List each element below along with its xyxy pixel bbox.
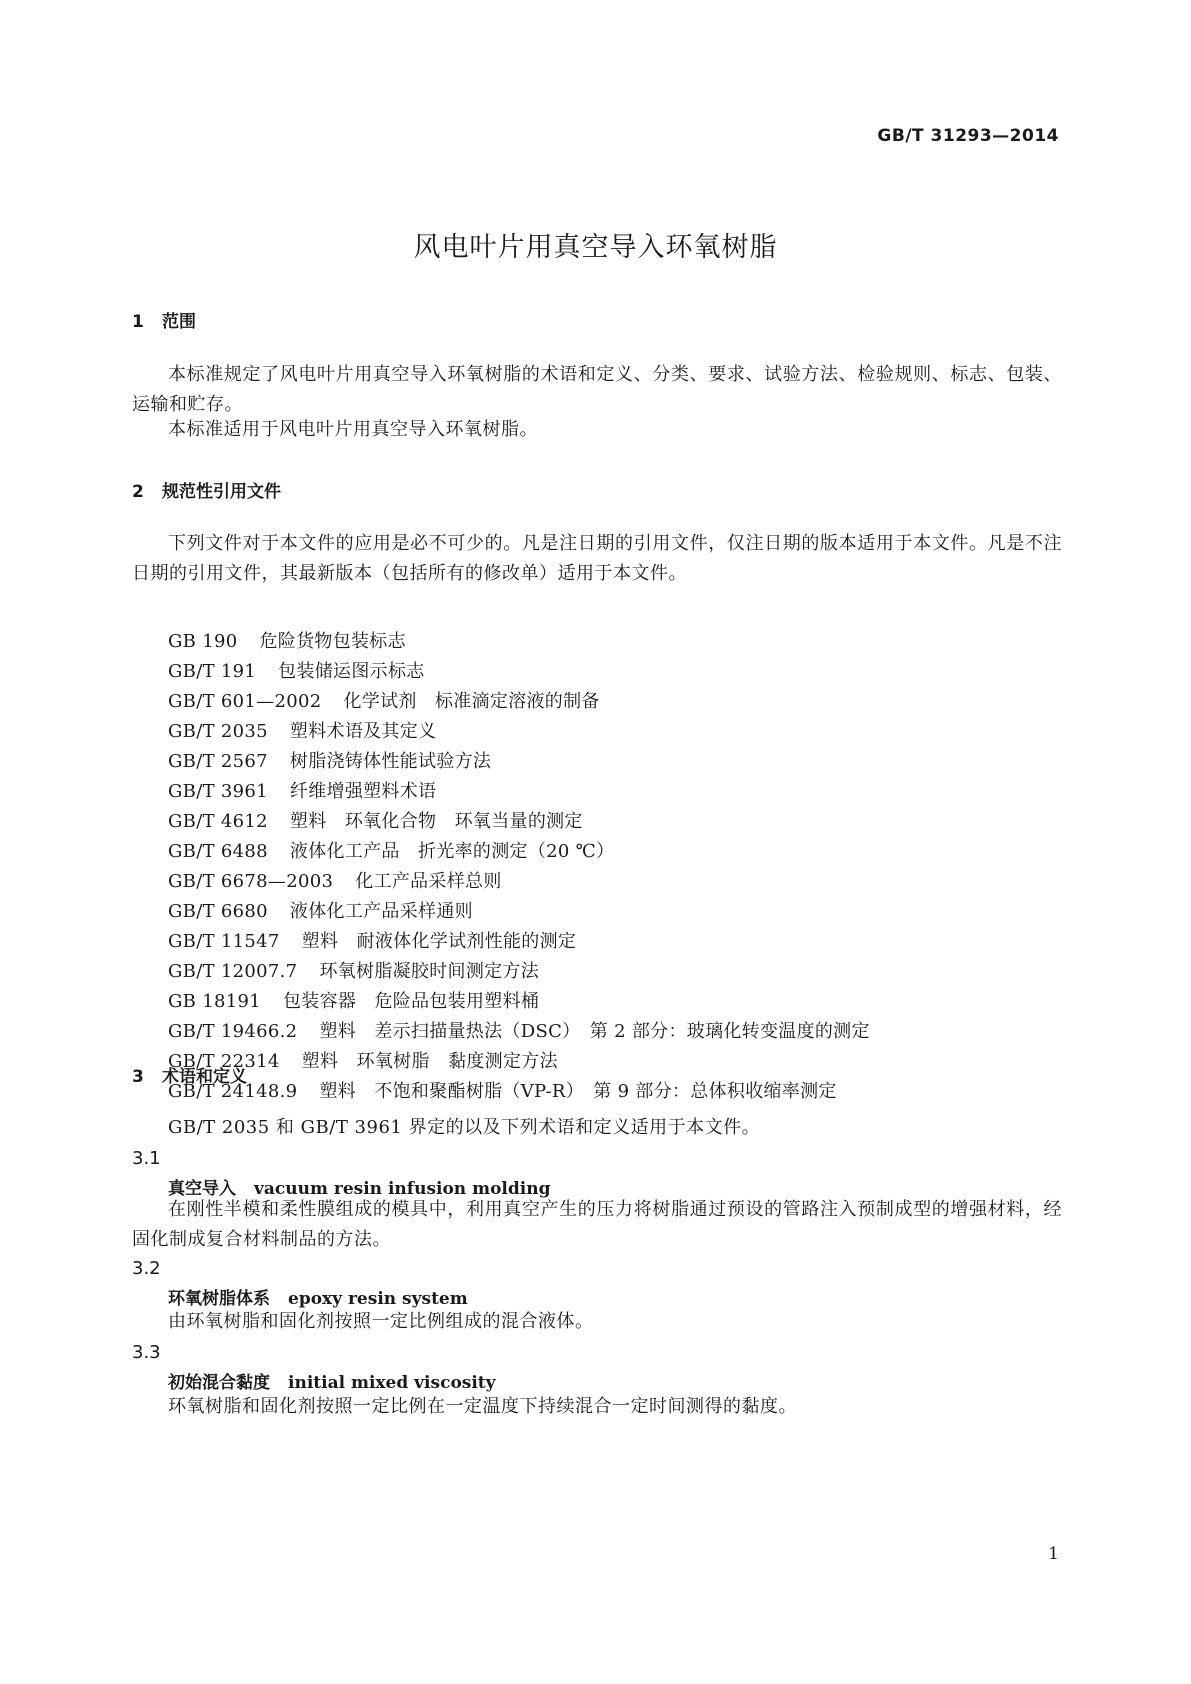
list-item xyxy=(168,687,870,717)
reference-code: GB/T 191 xyxy=(168,661,257,682)
term-english: initial mixed viscosity xyxy=(288,1373,496,1393)
list-item xyxy=(168,657,870,687)
reference-title: 液体化工产品 折光率的测定（20 ℃） xyxy=(289,841,615,862)
reference-title: 纤维增强塑料术语 xyxy=(289,781,437,802)
reference-title: 塑料 环氧树脂 黏度测定方法 xyxy=(301,1051,558,1072)
scope-paragraph-1: 本标准规定了风电叶片用真空导入环氧树脂的术语和定义、分类、要求、试验方法、检验规则、标志、包装、运输和贮存。 xyxy=(132,364,1062,415)
reference-code: GB/T 601—2002 xyxy=(168,691,322,712)
reference-code: GB/T 22314 xyxy=(168,1051,280,1072)
list-item xyxy=(168,897,870,927)
reference-code: GB/T 6488 xyxy=(168,841,268,862)
reference-title: 塑料 环氧化合物 环氧当量的测定 xyxy=(289,811,583,832)
term-chinese: 初始混合黏度 xyxy=(168,1373,270,1393)
reference-title: 包装容器 危险品包装用塑料桶 xyxy=(283,991,540,1012)
term-english: vacuum resin infusion molding xyxy=(254,1179,551,1199)
term-definition: 在刚性半模和柔性膜组成的模具中，利用真空产生的压力将树脂通过预设的管路注入预制成型的增强材料，经固化制成复合材料制品的方法。 xyxy=(132,1199,1062,1250)
terms-intro: GB/T 2035 和 GB/T 3961 界定的以及下列术语和定义适用于本文件。 xyxy=(168,1117,761,1138)
term-definition: 由环氧树脂和固化剂按照一定比例组成的混合液体。 xyxy=(168,1311,594,1332)
reference-title: 液体化工产品采样通则 xyxy=(289,901,473,922)
clause-number: 3.1 xyxy=(132,1148,161,1169)
list-item xyxy=(168,927,870,957)
reference-code: GB/T 19466.2 xyxy=(168,1021,298,1042)
reference-code: GB/T 6680 xyxy=(168,901,268,922)
section-heading-references xyxy=(132,477,281,502)
standard-code: GB/T 31293—2014 xyxy=(877,126,1059,146)
reference-code: GB/T 12007.7 xyxy=(168,961,298,982)
section-number: 3 xyxy=(132,1067,144,1087)
term-entry xyxy=(168,1368,496,1393)
scope-paragraph-2: 本标准适用于风电叶片用真空导入环氧树脂。 xyxy=(168,419,538,440)
reference-code: GB 190 xyxy=(168,631,238,652)
reference-title: 塑料术语及其定义 xyxy=(289,721,437,742)
term-entry xyxy=(168,1284,468,1309)
list-item xyxy=(168,867,870,897)
reference-code: GB/T 6678—2003 xyxy=(168,871,334,892)
reference-list xyxy=(168,627,870,1107)
clause-number: 3.2 xyxy=(132,1258,161,1279)
term-english: epoxy resin system xyxy=(288,1289,468,1309)
list-item xyxy=(168,627,870,657)
list-item xyxy=(168,957,870,987)
reference-title: 危险货物包装标志 xyxy=(259,631,406,652)
list-item xyxy=(168,1077,870,1107)
term-definition: 环氧树脂和固化剂按照一定比例在一定温度下持续混合一定时间测得的黏度。 xyxy=(168,1396,797,1417)
term-chinese: 环氧树脂体系 xyxy=(168,1289,270,1309)
reference-title: 树脂浇铸体性能试验方法 xyxy=(289,751,492,772)
section-number: 1 xyxy=(132,312,144,332)
reference-code: GB/T 2035 xyxy=(168,721,268,742)
reference-title: 塑料 不饱和聚酯树脂（VP-R） 第 9 部分：总体积收缩率测定 xyxy=(319,1081,837,1102)
reference-code: GB/T 2567 xyxy=(168,751,268,772)
reference-title: 包装储运图示标志 xyxy=(278,661,425,682)
section-title: 术语和定义 xyxy=(162,1067,247,1087)
reference-code: GB/T 24148.9 xyxy=(168,1081,298,1102)
list-item xyxy=(168,837,870,867)
reference-code: GB/T 11547 xyxy=(168,931,280,952)
list-item xyxy=(168,1047,870,1077)
list-item xyxy=(168,987,870,1017)
list-item xyxy=(168,807,870,837)
section-heading-terms xyxy=(132,1062,247,1087)
reference-title: 塑料 耐液体化学试剂性能的测定 xyxy=(301,931,577,952)
reference-title: 化学试剂 标准滴定溶液的制备 xyxy=(343,691,600,712)
reference-title: 化工产品采样总则 xyxy=(355,871,502,892)
reference-title: 环氧树脂凝胶时间测定方法 xyxy=(319,961,540,982)
list-item xyxy=(168,717,870,747)
section-title: 规范性引用文件 xyxy=(162,482,281,502)
reference-title: 塑料 差示扫描量热法（DSC） 第 2 部分：玻璃化转变温度的测定 xyxy=(319,1021,870,1042)
list-item xyxy=(168,777,870,807)
reference-code: GB/T 4612 xyxy=(168,811,268,832)
document-title: 风电叶片用真空导入环氧树脂 xyxy=(413,232,778,263)
reference-code: GB/T 3961 xyxy=(168,781,268,802)
list-item xyxy=(168,1017,870,1047)
references-intro: 下列文件对于本文件的应用是必不可少的。凡是注日期的引用文件，仅注日期的版本适用于本文件。凡是不注日期的引用文件，其最新版本（包括所有的修改单）适用于本文件。 xyxy=(132,533,1062,584)
term-chinese: 真空导入 xyxy=(168,1179,236,1199)
page-number: 1 xyxy=(1048,1544,1059,1564)
section-number: 2 xyxy=(132,482,144,502)
list-item xyxy=(168,747,870,777)
section-title: 范围 xyxy=(162,312,196,332)
section-heading-scope xyxy=(132,307,196,332)
reference-code: GB 18191 xyxy=(168,991,261,1012)
clause-number: 3.3 xyxy=(132,1342,161,1363)
